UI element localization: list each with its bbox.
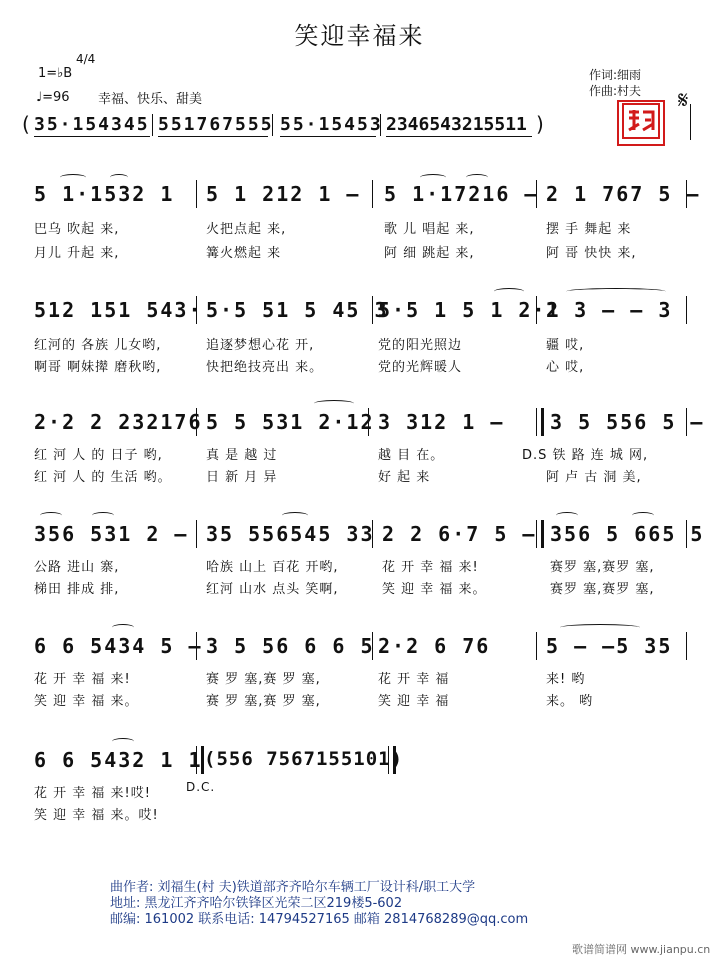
lyric-r4-v1-m4: 赛罗 塞,赛罗 塞, bbox=[550, 560, 655, 575]
segno-icon: 𝄋 bbox=[678, 86, 689, 114]
intro-measure-4: 2346543215511 bbox=[386, 114, 527, 135]
lyric-r1-v2-m1: 月儿 升起 来, bbox=[34, 246, 120, 261]
tie-arc bbox=[110, 174, 128, 181]
seal-stamp-icon bbox=[621, 102, 661, 140]
lyric-r1-v2-m3: 阿 细 跳起 来, bbox=[384, 246, 475, 261]
barline bbox=[368, 408, 369, 436]
key-signature: 1=♭B bbox=[38, 66, 73, 81]
lyric-r2-v2-m2: 快把绝技亮出 来。 bbox=[206, 360, 324, 375]
lyric-r5-v2-m1: 笑 迎 幸 福 来。 bbox=[34, 694, 139, 709]
lyric-r4-v1-m2: 哈族 山上 百花 开哟, bbox=[206, 560, 339, 575]
lyric-r2-v2-m4: 心 哎, bbox=[546, 360, 585, 375]
measure-r6-m1: 6 6 5432 1 1 bbox=[34, 748, 203, 772]
barline bbox=[536, 408, 537, 436]
intro-measure-3: 55·15453 bbox=[280, 114, 383, 135]
measure-r1-m4: 2 1 767 5 – bbox=[546, 182, 701, 206]
measure-r3-m3: 3 312 1 – bbox=[378, 410, 505, 434]
lyric-r2-v2-m3: 党的光辉暖人 bbox=[378, 360, 463, 375]
barline bbox=[536, 632, 537, 660]
barline-thick bbox=[393, 746, 396, 774]
measure-r4-m2: 35 556545 33 bbox=[206, 522, 375, 546]
intro-close-paren: ) bbox=[536, 112, 545, 136]
seal-stamp bbox=[617, 100, 665, 146]
measure-r2-m2: 5·5 51 5 45 3 bbox=[206, 298, 389, 322]
barline bbox=[196, 632, 197, 660]
lyric-r4-v2-m2: 红河 山水 点头 笑啊, bbox=[206, 582, 339, 597]
lyric-r2-v2-m1: 啊哥 啊妹撵 磨秋哟, bbox=[34, 360, 162, 375]
barline bbox=[686, 408, 687, 436]
barline bbox=[388, 746, 389, 774]
footer-address: 地址: 黑龙江齐齐哈尔铁锋区光荣二区219楼5-602 bbox=[110, 896, 403, 911]
composer-credit: 作曲:村夫 bbox=[589, 84, 642, 98]
lyric-r3-v1-m2: 真 是 越 过 bbox=[206, 448, 278, 463]
lyric-r1-v1-m4: 摆 手 舞起 来 bbox=[546, 222, 632, 237]
intro-measure-1: 35·154345 bbox=[34, 114, 150, 135]
measure-r2-m4: 2 3 – – 3 bbox=[546, 298, 673, 322]
measure-r5-m1: 6 6 5434 5 – bbox=[34, 634, 203, 658]
barline bbox=[152, 114, 153, 136]
barline bbox=[196, 746, 197, 774]
tie-arc bbox=[556, 512, 578, 519]
lyric-r3-v1-m4: D.S 铁 路 连 城 网, bbox=[522, 448, 649, 463]
tie-arc bbox=[112, 624, 134, 631]
measure-r2-m1: 512 151 543· bbox=[34, 298, 203, 322]
barline bbox=[686, 632, 687, 660]
barline bbox=[372, 296, 373, 324]
barline bbox=[196, 180, 197, 208]
measure-r3-m2: 5 5 531 2·12 bbox=[206, 410, 375, 434]
barline bbox=[372, 180, 373, 208]
underline-beam bbox=[386, 136, 532, 137]
measure-r6-m2: (556 7567155101) bbox=[204, 748, 404, 770]
barline bbox=[536, 180, 537, 208]
tie-arc bbox=[560, 624, 640, 631]
time-signature: 4/4 bbox=[76, 52, 96, 66]
tie-arc bbox=[282, 512, 308, 519]
barline bbox=[372, 520, 373, 548]
lyric-r5-v1-m4: 来! 哟 bbox=[546, 672, 586, 687]
tie-arc bbox=[494, 288, 524, 295]
barline bbox=[196, 408, 197, 436]
barline bbox=[536, 296, 537, 324]
barline-thick bbox=[541, 520, 544, 548]
measure-r3-m1: 2·2 2 232176 bbox=[34, 410, 203, 434]
lyric-r1-v2-m2: 篝火燃起 来 bbox=[206, 246, 282, 261]
measure-r5-m2: 3 5 56 6 6 5 bbox=[206, 634, 375, 658]
measure-r4-m4: 356 5 665 5 bbox=[550, 522, 705, 546]
lyric-r3-v2-m3: 好 起 来 bbox=[378, 470, 431, 485]
tie-arc bbox=[466, 174, 488, 181]
measure-r4-m3: 2 2 6·7 5 – bbox=[382, 522, 537, 546]
lyric-r2-v1-m1: 红河的 各族 儿女哟, bbox=[34, 338, 162, 353]
lyric-r4-v1-m3: 花 开 幸 福 来! bbox=[382, 560, 479, 575]
underline-beam bbox=[158, 136, 268, 137]
lyric-r1-v2-m4: 阿 哥 快快 来, bbox=[546, 246, 637, 261]
measure-r1-m2: 5 1 212 1 – bbox=[206, 182, 361, 206]
measure-r5-m3: 2·2 6 76 bbox=[378, 634, 491, 658]
dc-marking: D.C. bbox=[186, 780, 216, 794]
lyric-r6-v1-m1: 花 开 幸 福 来!哎! bbox=[34, 786, 151, 801]
barline bbox=[272, 114, 273, 136]
lyric-r5-v1-m1: 花 开 幸 福 来! bbox=[34, 672, 131, 687]
lyric-r3-v2-m4: 阿 卢 古 洞 美, bbox=[546, 470, 642, 485]
barline-thick bbox=[541, 408, 544, 436]
lyric-r5-v2-m4: 来。 哟 bbox=[546, 694, 594, 709]
footer-author: 曲作者: 刘福生(村 夫)铁道部齐齐哈尔车辆工厂设计科/职工大学 bbox=[110, 880, 476, 895]
underline-beam bbox=[280, 136, 376, 137]
site-watermark: 歌谱简谱网 www.jianpu.cn bbox=[572, 943, 711, 956]
lyricist-credit: 作词:细雨 bbox=[589, 68, 642, 82]
barline bbox=[196, 296, 197, 324]
measure-r5-m4: 5 – –5 35 bbox=[546, 634, 673, 658]
lyric-r2-v1-m3: 党的阳光照边 bbox=[378, 338, 463, 353]
lyric-r4-v2-m3: 笑 迎 幸 福 来。 bbox=[382, 582, 487, 597]
barline bbox=[536, 520, 537, 548]
measure-r2-m3: 5·5 1 5 1 2·1 bbox=[378, 298, 561, 322]
lyric-r3-v1-m1: 红 河 人 的 日子 哟, bbox=[34, 448, 163, 463]
lyric-r4-v1-m1: 公路 进山 寨, bbox=[34, 560, 120, 575]
tie-arc bbox=[566, 288, 666, 295]
lyric-r3-v2-m2: 日 新 月 异 bbox=[206, 470, 278, 485]
footer-contact: 邮编: 161002 联系电话: 14794527165 邮箱 2814768289@qq.com bbox=[110, 912, 529, 927]
lyric-r5-v1-m3: 花 开 幸 福 bbox=[378, 672, 450, 687]
tie-arc bbox=[112, 738, 134, 745]
lyric-r5-v2-m2: 赛 罗 塞,赛 罗 塞, bbox=[206, 694, 321, 709]
tie-arc bbox=[60, 174, 86, 181]
tie-arc bbox=[92, 512, 114, 519]
lyric-r1-v1-m3: 歌 儿 唱起 来, bbox=[384, 222, 475, 237]
barline bbox=[196, 520, 197, 548]
underline-beam bbox=[34, 136, 150, 137]
tie-arc bbox=[632, 512, 654, 519]
barline bbox=[380, 114, 381, 136]
barline bbox=[372, 632, 373, 660]
lyric-r5-v2-m3: 笑 迎 幸 福 bbox=[378, 694, 450, 709]
lyric-r2-v1-m4: 疆 哎, bbox=[546, 338, 585, 353]
song-title: 笑迎幸福来 bbox=[294, 22, 425, 50]
mood-marking: 幸福、快乐、甜美 bbox=[98, 92, 203, 107]
measure-r1-m3: 5 1·17216 – bbox=[384, 182, 539, 206]
lyric-r5-v1-m2: 赛 罗 塞,赛 罗 塞, bbox=[206, 672, 321, 687]
barline bbox=[686, 520, 687, 548]
measure-r1-m1: 5 1·1532 1 bbox=[34, 182, 175, 206]
segno-bar bbox=[690, 104, 691, 140]
lyric-r2-v1-m2: 追逐梦想心花 开, bbox=[206, 338, 315, 353]
lyric-r6-v2-m1: 笑 迎 幸 福 来。哎! bbox=[34, 808, 159, 823]
lyric-r1-v1-m2: 火把点起 来, bbox=[206, 222, 287, 237]
measure-r4-m1: 356 531 2 – bbox=[34, 522, 189, 546]
tie-arc bbox=[420, 174, 446, 181]
barline bbox=[686, 180, 687, 208]
tie-arc bbox=[314, 400, 354, 407]
lyric-r4-v2-m4: 赛罗 塞,赛罗 塞, bbox=[550, 582, 655, 597]
intro-open-paren: ( bbox=[22, 112, 31, 136]
lyric-r4-v2-m1: 梯田 排成 排, bbox=[34, 582, 120, 597]
barline bbox=[686, 296, 687, 324]
intro-measure-2: 551767555 bbox=[158, 114, 274, 135]
tie-arc bbox=[40, 512, 62, 519]
lyric-r1-v1-m1: 巴乌 吹起 来, bbox=[34, 222, 120, 237]
tempo-marking: ♩=96 bbox=[36, 90, 70, 105]
lyric-r3-v1-m3: 越 目 在。 bbox=[378, 448, 445, 463]
measure-r3-m4: 3 5 556 5 – bbox=[550, 410, 705, 434]
lyric-r3-v2-m1: 红 河 人 的 生活 哟。 bbox=[34, 470, 172, 485]
